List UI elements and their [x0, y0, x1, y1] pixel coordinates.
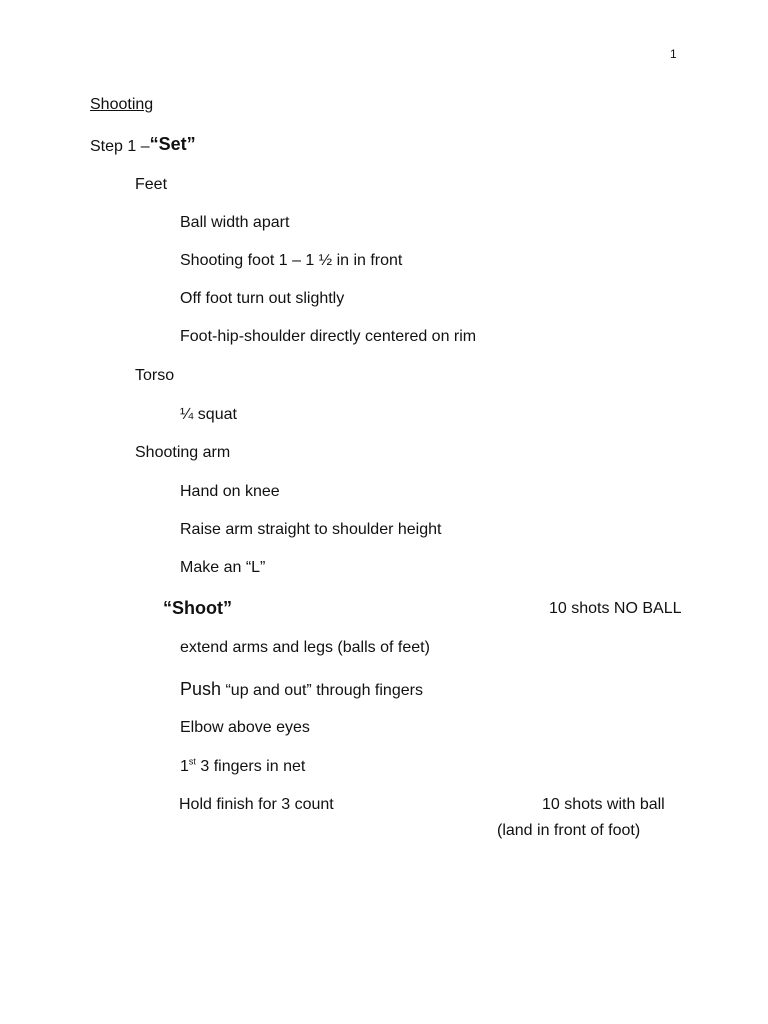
shoot-heading: “Shoot” — [163, 598, 232, 618]
ordinal-rest: 3 fingers in net — [195, 758, 306, 775]
shoot-item: Elbow above eyes — [180, 719, 310, 736]
shoot-item: extend arms and legs (balls of feet) — [180, 639, 430, 656]
shoot-item — [180, 680, 423, 699]
ordinal-number: 1 — [180, 758, 189, 775]
feet-item: Foot-hip-shoulder directly centered on rim — [180, 328, 477, 345]
shoot-note-3: (land in front of foot) — [497, 822, 641, 839]
ordinal-suffix: st — [188, 756, 196, 767]
push-rest: “up and out” through fingers — [221, 682, 423, 699]
shooting-arm-item: Hand on knee — [180, 483, 280, 500]
shooting-arm-item: Raise arm straight to shoulder height — [180, 521, 442, 538]
shoot-note-2: 10 shots with ball — [542, 796, 665, 813]
torso-item: ¼ squat — [180, 406, 237, 423]
page-number: 1 — [670, 47, 677, 61]
shoot-item — [180, 756, 306, 775]
shooting-arm-item: Make an “L” — [180, 559, 266, 576]
feet-item: Shooting foot 1 – 1 ½ in in front — [180, 252, 403, 269]
push-word: Push — [180, 679, 222, 699]
shooting-arm-heading: Shooting arm — [135, 444, 231, 461]
shoot-item: Hold finish for 3 count — [179, 796, 334, 813]
shoot-note: 10 shots NO BALL — [549, 600, 682, 617]
feet-item: Off foot turn out slightly — [180, 290, 345, 307]
document-title: Shooting — [90, 96, 154, 113]
step-prefix: Step 1 – — [90, 138, 150, 155]
torso-heading: Torso — [135, 367, 175, 384]
step-name: “Set” — [149, 134, 196, 154]
step-heading — [90, 136, 196, 155]
feet-heading: Feet — [135, 176, 168, 193]
feet-item: Ball width apart — [180, 214, 290, 231]
